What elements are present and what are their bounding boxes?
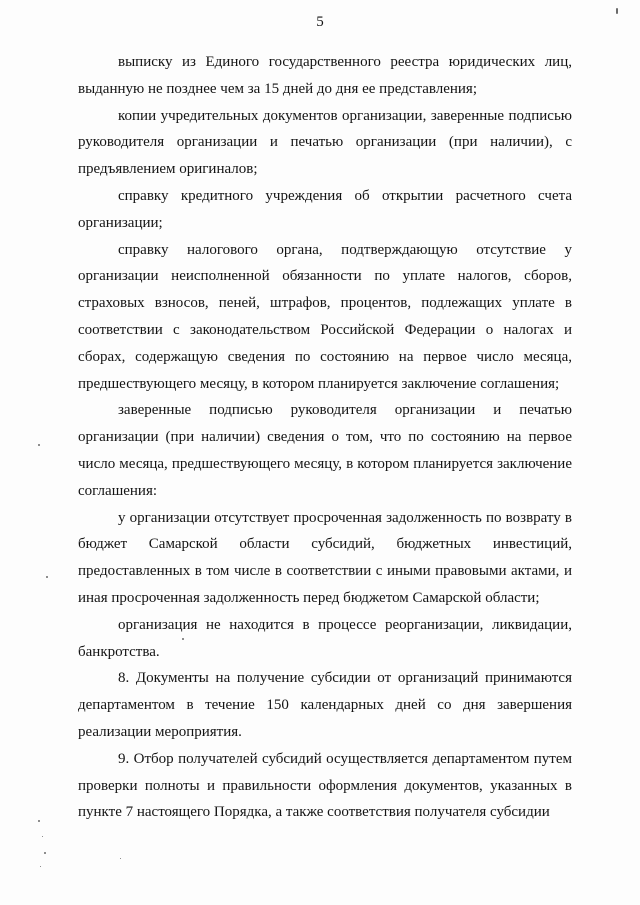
paragraph-founding-documents: копии учредительных документов организации, заверенные подписью руководителя организации и печатью организации (при наличии), с предъявлением оригиналов;: [78, 107, 572, 178]
scan-speck: [120, 858, 121, 859]
document-body: [78, 49, 572, 826]
scan-speck: [616, 8, 618, 14]
paragraph-item-8: 8. Документы на получение субсидии от организаций принимаются департаментом в течение 150 календарных дней со дня завершения реализации мероприятия.: [78, 670, 572, 740]
paragraph-tax-certificate: справку налогового органа, подтверждающую отсутствие у организации неисполненной обязанности по уплате налогов, сборов, страховых взносов, пеней, штрафов, процентов, подлежащих уплате в соответствии с законодательством Российской Федерации о налогах и сборах, содержащую сведения по состоянию на первое число месяца, предшествующего месяцу, в котором планируется заключение соглашения;: [78, 241, 572, 392]
paragraph-bank-account-certificate: справку кредитного учреждения об открытии расчетного счета организации;: [78, 187, 572, 231]
scan-speck: [38, 820, 40, 822]
paragraph-certified-information: заверенные подписью руководителя организации и печатью организации (при наличии) сведения о том, что по состоянию на первое число месяца, предшествующего месяцу, в котором планируется заключение соглашения:: [78, 402, 572, 499]
paragraph-egrul-extract: выписку из Единого государственного реестра юридических лиц, выданную не позднее чем за 15 дней до дня ее представления;: [78, 54, 572, 97]
paragraph-no-reorganization: организация не находится в процессе реорганизации, ликвидации, банкротства.: [78, 616, 572, 660]
page-number: 5: [316, 14, 324, 30]
scan-speck: [44, 852, 46, 854]
scan-speck: [42, 836, 43, 837]
scan-speck: [46, 576, 48, 578]
scan-speck: [40, 866, 41, 867]
scan-speck: [182, 638, 184, 640]
scan-speck: [38, 444, 40, 446]
paragraph-item-9: 9. Отбор получателей субсидий осуществляется департаментом путем проверки полноты и правильности оформления документов, указанных в пункте 7 настоящего Порядка, а также соответствия получателя субсидии: [78, 750, 572, 821]
paragraph-no-overdue-debt: у организации отсутствует просроченная задолженность по возврату в бюджет Самарской области субсидий, бюджетных инвестиций, предоставленных в том числе в соответствии с иными правовыми актами, и иная просроченная задолженность перед бюджетом Самарской области;: [78, 509, 572, 606]
